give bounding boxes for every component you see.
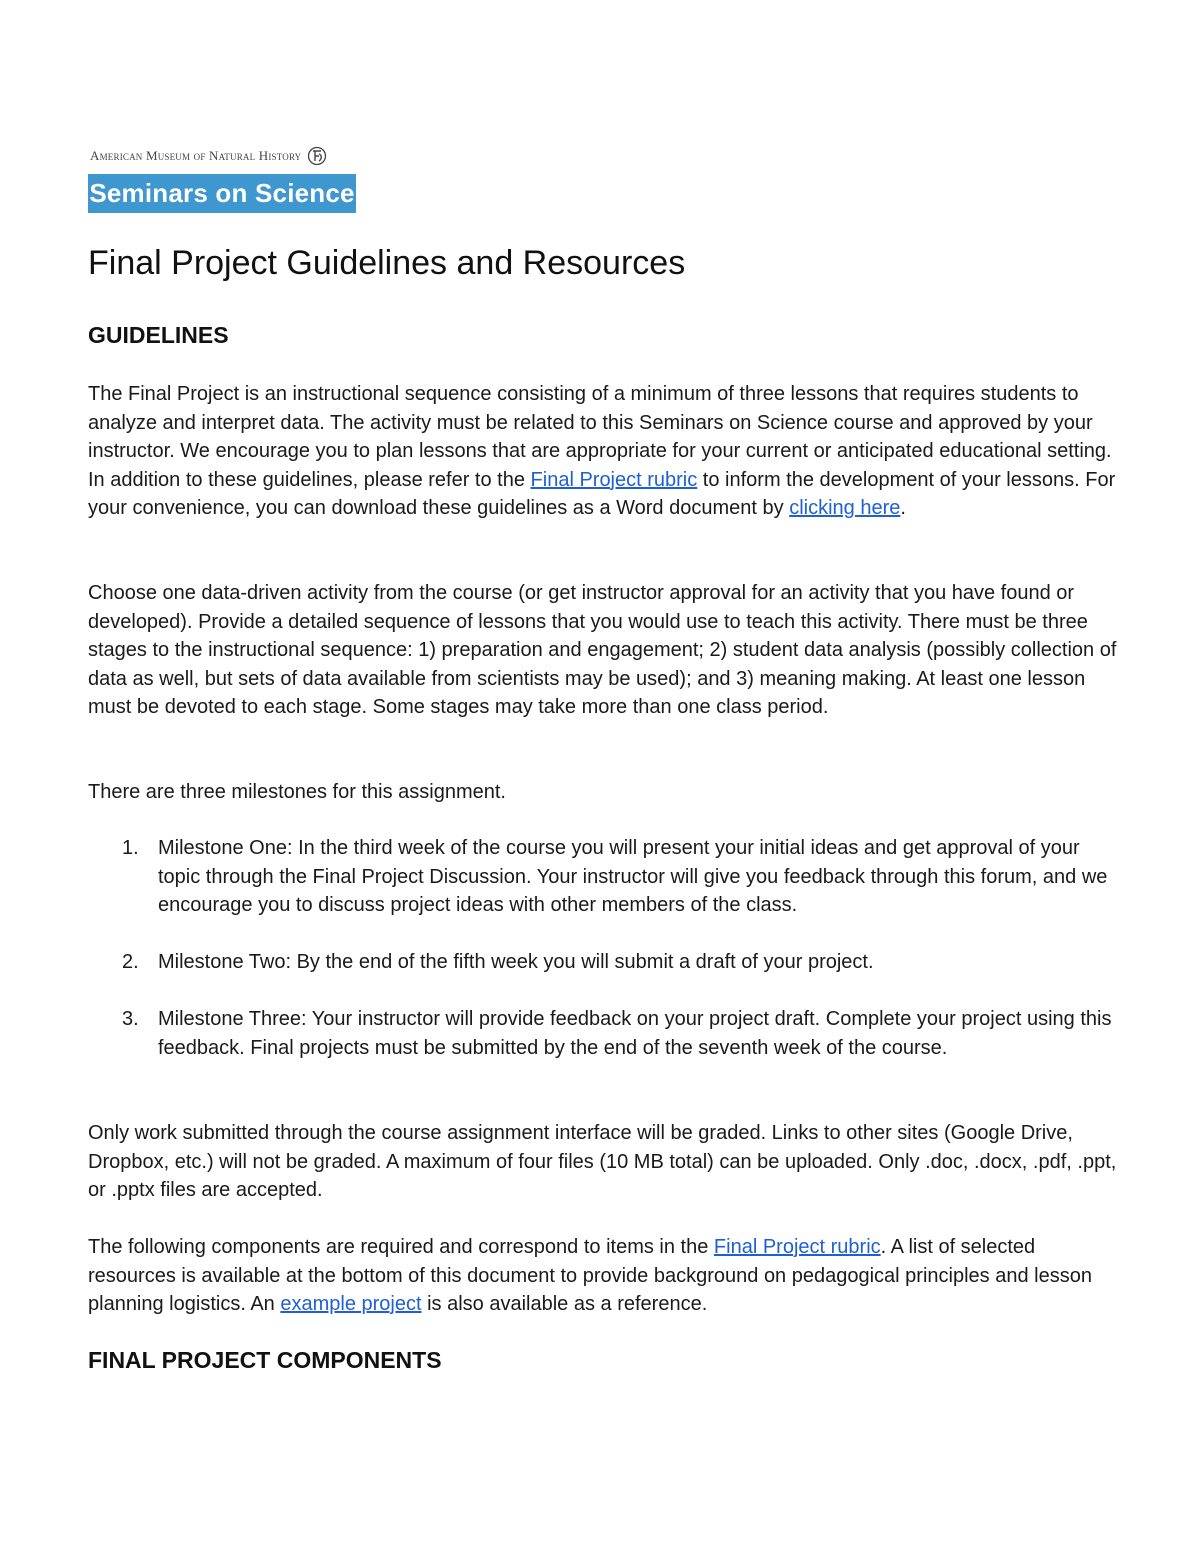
milestone-text: Milestone Two: By the end of the fifth week you will submit a draft of your project. (158, 951, 874, 973)
milestone-item (88, 834, 1118, 920)
milestone-number: 1. (122, 837, 139, 859)
intro-text-a: The Final Project is an instructional sequence consisting of a minimum of three lessons that requires students to analyze and interpret data. The activity must be related to this Seminars on Science course and approved by your instructor. We encourage you to plan lessons that are appropriate for your current or anticipated educational setting. In addition to these guidelines, please refer to the (88, 383, 1112, 491)
milestone-item (88, 948, 1118, 977)
example-project-link[interactable]: example project (280, 1293, 422, 1315)
final-project-rubric-link[interactable]: Final Project rubric (530, 468, 698, 491)
activity-paragraph: Choose one data-driven activity from the course (or get instructor approval for an activity that you have found or developed). Provide a detailed sequence of lessons that you would use to teach this activity. There must be three stages to the instructional sequence: 1) preparation and engagement; 2) student data analysis (possibly collection of data as well, but sets of data available from scientists may be used); and 3) meaning making. At least one lesson must be devoted to each stage. Some stages may take more than one class period. (88, 582, 1117, 718)
intro-paragraph (88, 380, 1118, 523)
amnh-seal-icon (307, 146, 327, 166)
seminars-banner: Seminars on Science (88, 174, 356, 213)
milestone-text: Milestone Three: Your instructor will provide feedback on your project draft. Complete your project using this feedback. Final projects must be submitted by the end of the seventh week of the course. (158, 1008, 1112, 1059)
milestone-item (88, 1005, 1118, 1062)
seminars-logo (88, 143, 358, 213)
intro-text-b: to inform the development of your lessons. For your convenience, you can download these guidelines as a Word document by (88, 468, 1116, 519)
milestones-list (88, 834, 1118, 1091)
milestone-number: 2. (122, 951, 139, 973)
clicking-here-link[interactable]: clicking here (789, 497, 901, 519)
components-text-c: is also available as a reference. (421, 1293, 708, 1315)
components-text-a: The following components are required and correspond to items in the (88, 1236, 714, 1258)
intro-text-c: . (900, 497, 906, 519)
final-project-rubric-link-2[interactable]: Final Project rubric (713, 1236, 881, 1258)
milestone-number: 3. (122, 1008, 139, 1030)
components-intro-paragraph (88, 1233, 1118, 1319)
milestone-text: Milestone One: In the third week of the course you will present your initial ideas and get approval of your topic through the Final Project Discussion. Your instructor will give you feedback through this forum, and we encourage you to discuss project ideas with other members of the class. (158, 837, 1108, 916)
museum-line (90, 145, 327, 167)
museum-name: American Museum of Natural History (90, 148, 302, 163)
guidelines-heading: GUIDELINES (88, 322, 229, 348)
components-heading: FINAL PROJECT COMPONENTS (88, 1347, 442, 1373)
submission-paragraph: Only work submitted through the course assignment interface will be graded. Links to other sites (Google Drive, Dropbox, etc.) will not be graded. A maximum of four files (10 MB total) can be uploaded. Only .doc, .docx, .pdf, .ppt, or .pptx files are accepted. (88, 1122, 1117, 1201)
components-text-b: . A list of selected resources is available at the bottom of this document to provide background on pedagogical principles and lesson planning logistics. An (88, 1236, 1092, 1315)
page-title: Final Project Guidelines and Resources (88, 244, 686, 282)
milestones-intro: There are three milestones for this assignment. (88, 781, 506, 803)
